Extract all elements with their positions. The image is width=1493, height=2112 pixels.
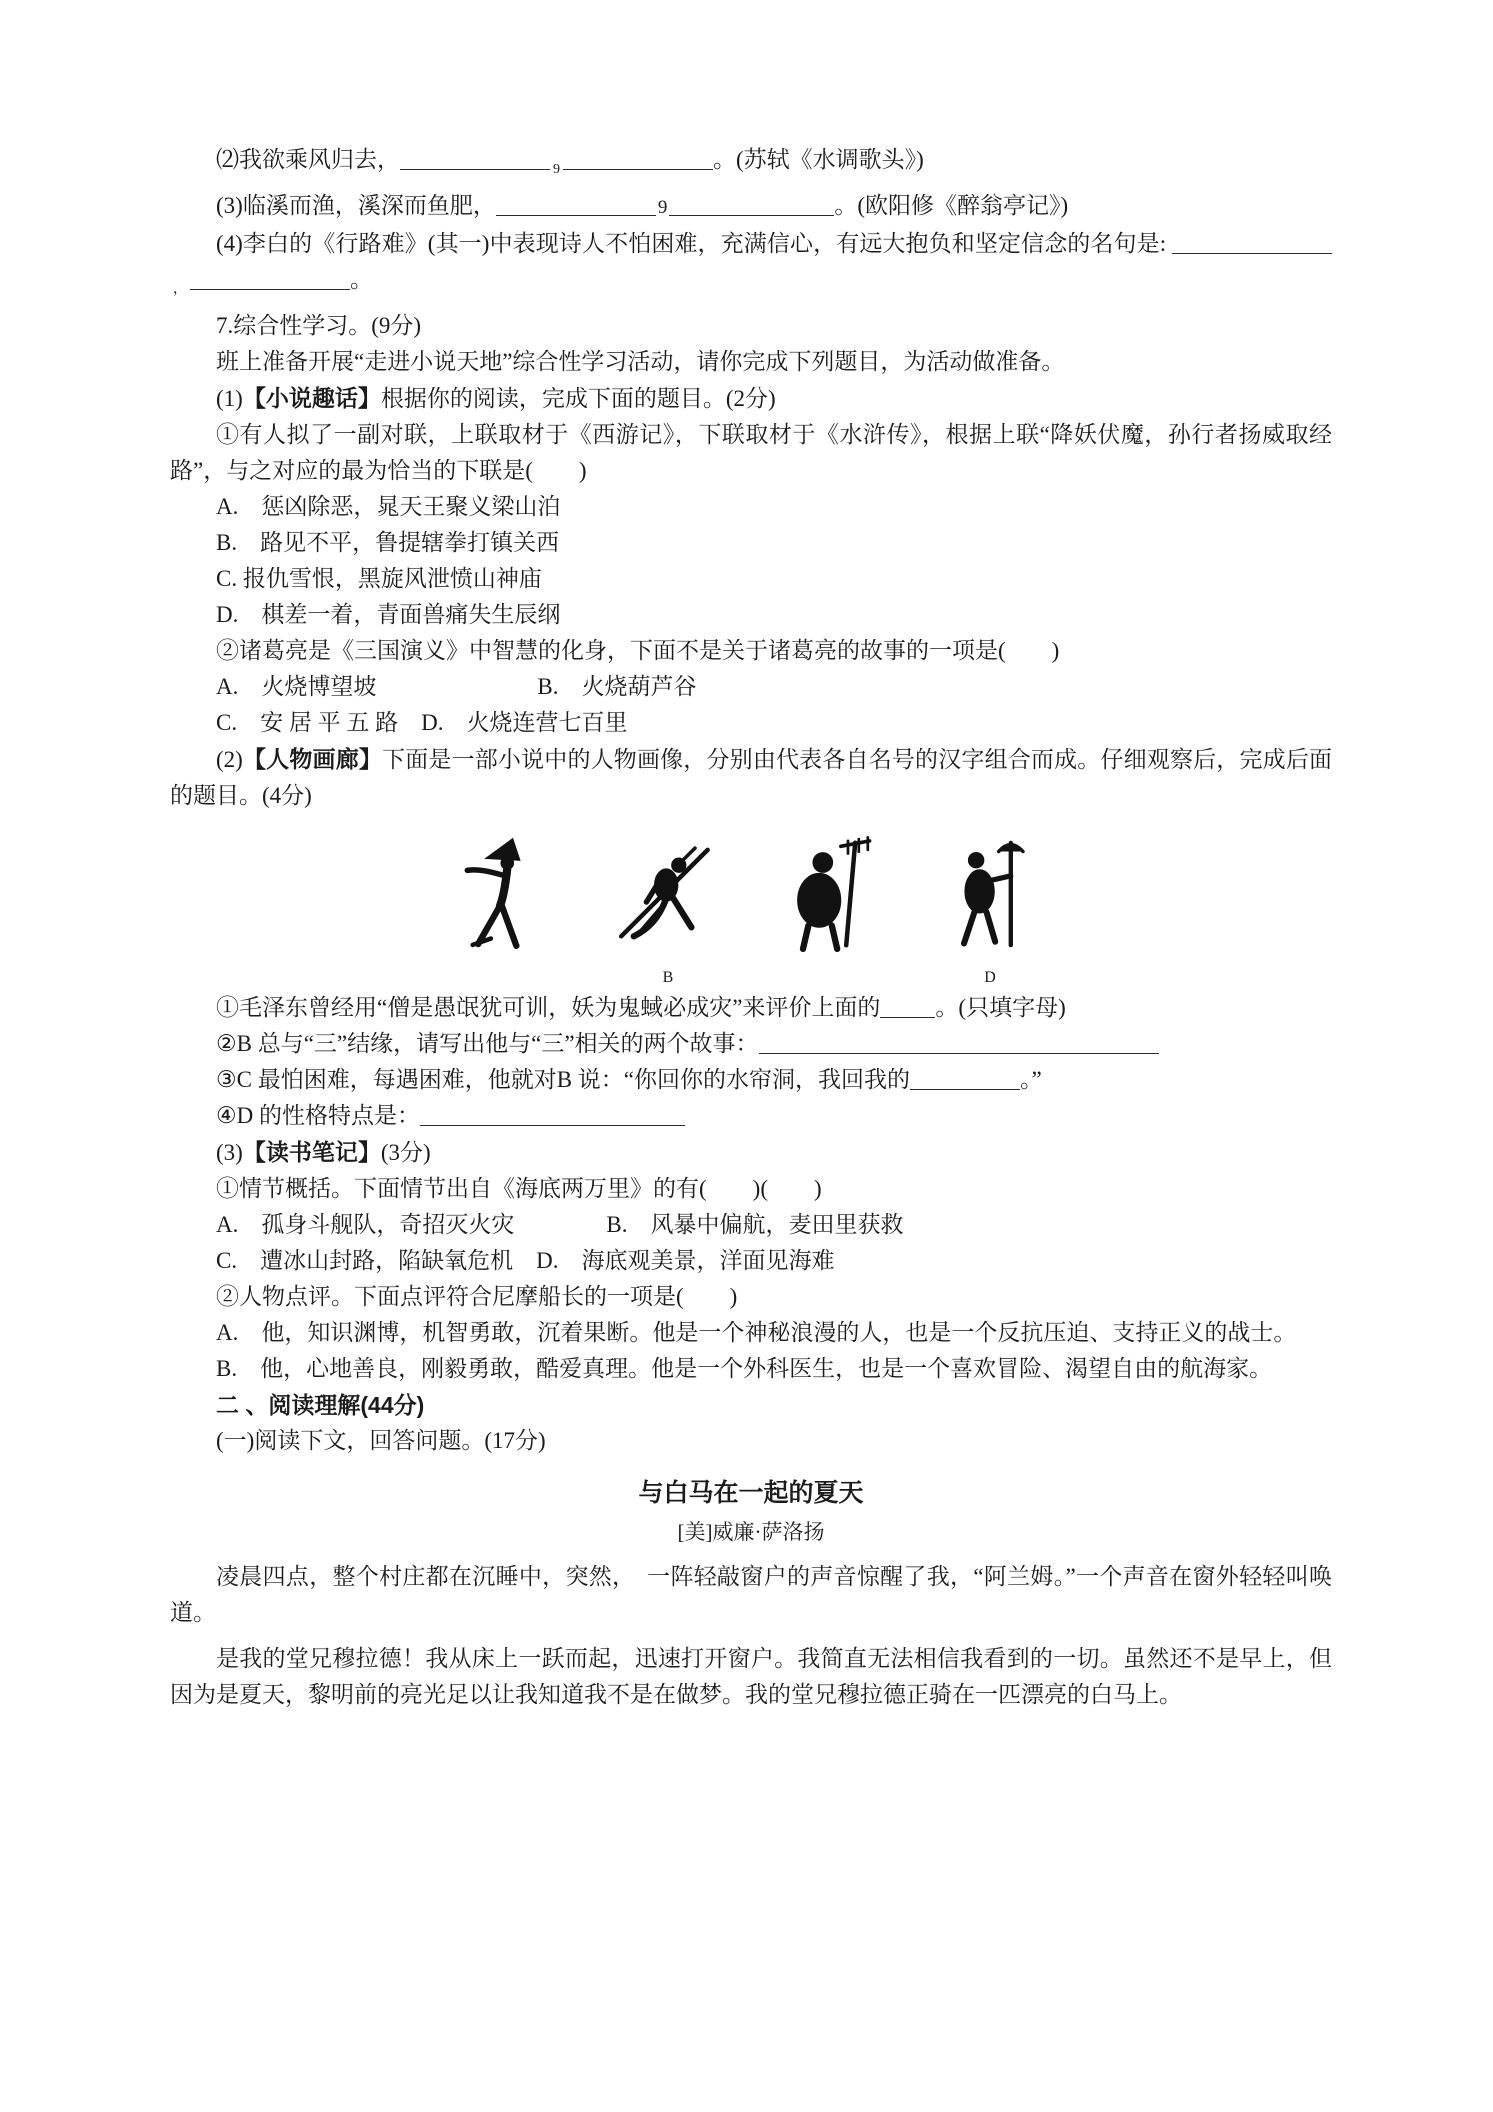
- answer-blank: [759, 1034, 1159, 1054]
- fill-in-pre: (4)李白的《行路难》(其一)中表现诗人不怕困难，充满信心，有远大抱负和坚定信念的名句是:: [216, 231, 1172, 256]
- part2-heading: [170, 741, 1332, 814]
- option-d: D. 棋差一着，青面兽痛失生辰纲: [216, 602, 561, 627]
- figure-label-d: D: [984, 969, 996, 986]
- gallery-question-4: [170, 1098, 1332, 1134]
- reading-passage-body: [170, 1559, 1332, 1713]
- part3-tag: 【读书笔记】: [242, 1139, 381, 1165]
- part3-desc: (3分): [380, 1140, 431, 1165]
- fill-in-source: 。(苏轼《水调歌头》): [713, 147, 924, 172]
- gallery-question-1: [170, 990, 1332, 1026]
- answer-blank: [400, 150, 550, 170]
- character-figure-3: [776, 830, 884, 982]
- stem-text: ④D 的性格特点是：: [216, 1103, 420, 1128]
- passage-paragraph-2: 是我的堂兄穆拉德！我从床上一跃而起，迅速打开窗户。我简直无法相信我看到的一切。虽然还不是早上，但因为是夏天，黎明前的亮光足以让我知道我不是在做梦。我的堂兄穆拉德正骑在一匹漂亮的白马上。: [170, 1646, 1332, 1707]
- part2-label: (2): [216, 747, 243, 772]
- character-ink-drawing-1: [460, 830, 560, 958]
- answer-blank: [563, 150, 713, 170]
- answer-blank: [496, 196, 656, 216]
- separator-mark: 9: [657, 197, 668, 218]
- character-figure-1: [460, 830, 560, 982]
- part3-heading: [170, 1134, 1332, 1171]
- figure-label-c: [776, 960, 884, 982]
- exam-page: [170, 142, 1332, 1713]
- character-figure-4: [938, 830, 1042, 986]
- zhugeliang-question-stem: ②诸葛亮是《三国演义》中智慧的化身，下面不是关于诸葛亮的故事的一项是( ): [216, 638, 1060, 663]
- stem-text: ②B 总与“三”结缘，请写出他与“三”相关的两个故事：: [216, 1031, 759, 1056]
- option-b: B. 路见不平，鲁提辖拳打镇关西: [216, 530, 560, 555]
- character-ink-drawing-2: [614, 830, 722, 958]
- passage-paragraph-1: 凌晨四点，整个村庄都在沉睡中，突然， 一阵轻敲窗户的声音惊醒了我，“阿兰姆。”一个声音在窗外轻轻叫唤道。: [170, 1564, 1332, 1625]
- fill-in-source: 。(欧阳修《醉翁亭记》): [834, 193, 1069, 218]
- figure-label-b: B: [662, 969, 674, 986]
- fill-in-pre: (3)临溪而渔，溪深而鱼肥，: [216, 193, 496, 218]
- option-row-ab: A. 火烧博望坡 B. 火烧葫芦谷: [216, 674, 697, 699]
- part3-label: (3): [216, 1140, 243, 1165]
- option-c: C. 报仇雪恨，黑旋风泄愤山神庙: [216, 566, 542, 591]
- fill-in-pre: ⑵我欲乘风归去，: [216, 147, 400, 172]
- part1-label: (1): [216, 386, 243, 411]
- part1-desc: 根据你的阅读，完成下面的题目。(2分): [380, 386, 776, 411]
- fill-in-zuiwengtingji: [170, 188, 1332, 226]
- answer-blank: [910, 1070, 1020, 1090]
- question-7-intro: 班上准备开展“走进小说天地”综合性学习活动，请你完成下列题目，为活动做准备。: [216, 349, 1065, 374]
- stem-end: 。(只填字母): [935, 995, 1066, 1020]
- part2-desc: 下面是一部小说中的人物画像，分别由代表各自名号的汉字组合而成。仔细观察后，完成后面的题目。(4分): [170, 747, 1333, 808]
- fill-in-xinglunan: [170, 226, 1332, 308]
- stem-end: 。”: [1020, 1067, 1042, 1092]
- answer-blank: [1172, 234, 1332, 254]
- couplet-question-stem: ①有人拟了一副对联，上联取材于《西游记》，下联取材于《水浒传》，根据上联“降妖伏魔，孙行者扬威取经路”，与之对应的最为恰当的下联是( ): [170, 422, 1332, 483]
- gallery-question-2: [170, 1026, 1332, 1062]
- stem-text: ①毛泽东曾经用“僧是愚氓犹可训，妖为鬼蜮必成灾”来评价上面的: [216, 995, 881, 1020]
- separator-mark: 9: [553, 162, 560, 177]
- fill-in-shuidiaogetou: [170, 142, 1332, 188]
- plot-option-row-ab: A. 孤身斗舰队，奇招灭火灾 B. 风暴中偏航，麦田里获救: [216, 1212, 904, 1237]
- gallery-question-3: [170, 1062, 1332, 1098]
- option-a: A. 惩凶除恶，晁天王聚义梁山泊: [216, 494, 561, 519]
- option-row-cd: C. 安 居 平 五 路 D. 火烧连营七百里: [216, 710, 628, 735]
- character-ink-drawing-4: [938, 830, 1042, 958]
- plot-option-row-cd: C. 遭冰山封路，陷缺氧危机 D. 海底观美景，洋面见海难: [216, 1248, 835, 1273]
- reading-passage-title: 与白马在一起的夏天: [638, 1479, 864, 1507]
- figure-label-a: [460, 960, 560, 982]
- nemo-option-a: A. 他，知识渊博，机智勇敢，沉着果断。他是一个神秘浪漫的人，也是一个反抗压迫、支持正义的战士。: [216, 1320, 1297, 1345]
- character-figure-2: [614, 830, 722, 986]
- character-ink-drawing-3: [776, 830, 884, 958]
- part1-heading: [170, 380, 1332, 417]
- fill-in-end: 。: [350, 267, 373, 292]
- answer-blank: [669, 196, 834, 216]
- separator-mark: ，: [173, 282, 187, 297]
- section-2-subheading: (一)阅读下文，回答问题。(17分): [216, 1428, 546, 1453]
- plot-question-stem: ①情节概括。下面情节出自《海底两万里》的有( )( ): [216, 1176, 822, 1201]
- nemo-question-stem: ②人物点评。下面点评符合尼摩船长的一项是( ): [216, 1284, 738, 1309]
- section-2-heading: 二 、阅读理解(44分): [216, 1392, 425, 1418]
- question-7-heading: 7.综合性学习。(9分): [216, 313, 422, 338]
- stem-text: ③C 最怕困难，每遇困难，他就对B 说：“你回你的水帘洞，我回我的: [216, 1067, 911, 1092]
- reading-passage-author: [美]威廉·萨洛扬: [677, 1520, 825, 1544]
- part1-tag: 【小说趣话】: [242, 385, 381, 411]
- character-portraits: [170, 830, 1332, 986]
- answer-blank: [190, 270, 350, 290]
- part2-tag: 【人物画廊】: [242, 746, 383, 772]
- answer-blank: [880, 998, 935, 1018]
- nemo-option-b: B. 他，心地善良，刚毅勇敢，酷爱真理。他是一个外科医生，也是一个喜欢冒险、渴望自由的航海家。: [216, 1356, 1273, 1381]
- answer-blank: [420, 1106, 685, 1126]
